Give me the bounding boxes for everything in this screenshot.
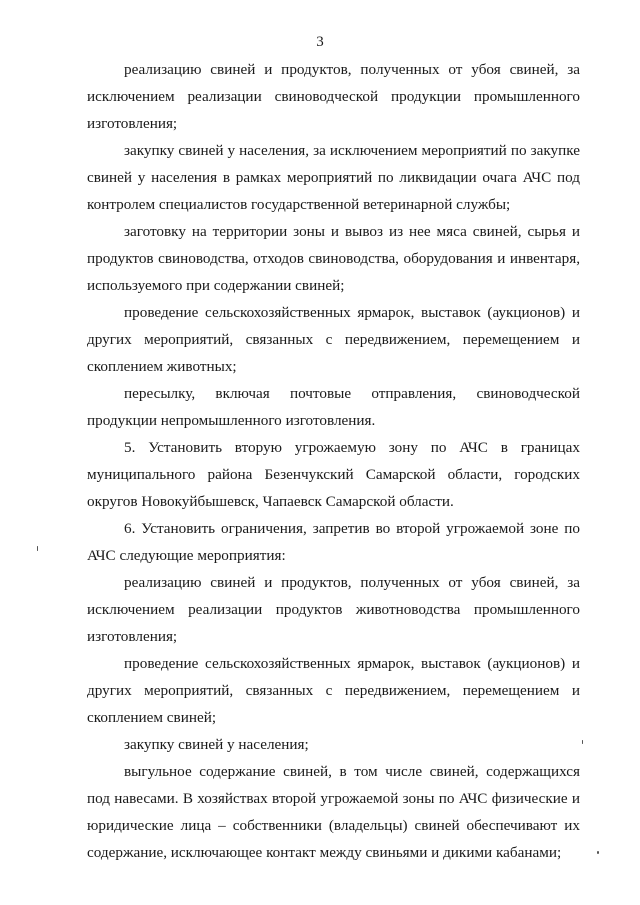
paragraph: закупку свиней у населения; <box>124 736 309 753</box>
paragraph: выгульное содержание свиней, в том числе свиней, содержащихся под навесами. В хозяйствах второй угрожаемой зоны по АЧС физические и юридические лица – собственники (владельцы) свиней обеспечивают их содержание, исключающее контакт между свиньями и дикими кабанами; <box>87 763 580 861</box>
scan-speck <box>597 851 599 854</box>
paragraph: закупку свиней у населения, за исключением мероприятий по закупке свиней у населения в рамках мероприятий по ликвидации очага АЧС под контролем специалистов государственной ветеринарной службы; <box>87 142 580 213</box>
scan-speck <box>37 546 38 551</box>
paragraph: проведение сельскохозяйственных ярмарок, выставок (аукционов) и других мероприятий, связанных с передвижением, перемещением и скоплением животных; <box>87 304 580 375</box>
paragraph-item-6: 6. Установить ограничения, запретив во второй угрожаемой зоне по АЧС следующие мероприятия: <box>87 520 580 564</box>
paragraph: реализацию свиней и продуктов, полученных от убоя свиней, за исключением реализации продуктов животноводства промышленного изготовления; <box>87 574 580 645</box>
scan-speck <box>582 740 583 744</box>
document-body <box>87 56 580 866</box>
page-number: 3 <box>316 34 324 50</box>
paragraph: проведение сельскохозяйственных ярмарок, выставок (аукционов) и других мероприятий, связанных с передвижением, перемещением и скоплением свиней; <box>87 655 580 726</box>
paragraph: пересылку, включая почтовые отправления, свиноводческой продукции непромышленного изготовления. <box>87 385 580 429</box>
paragraph: заготовку на территории зоны и вывоз из нее мяса свиней, сырья и продуктов свиноводства, отходов свиноводства, оборудования и инвентаря, используемого при содержании свиней; <box>87 223 580 294</box>
paragraph: реализацию свиней и продуктов, полученных от убоя свиней, за исключением реализации свиноводческой продукции промышленного изготовления; <box>87 61 580 132</box>
paragraph-item-5: 5. Установить вторую угрожаемую зону по АЧС в границах муниципального района Безенчукский Самарской области, городских округов Новокуйбышевск, Чапаевск Самарской области. <box>87 439 580 510</box>
